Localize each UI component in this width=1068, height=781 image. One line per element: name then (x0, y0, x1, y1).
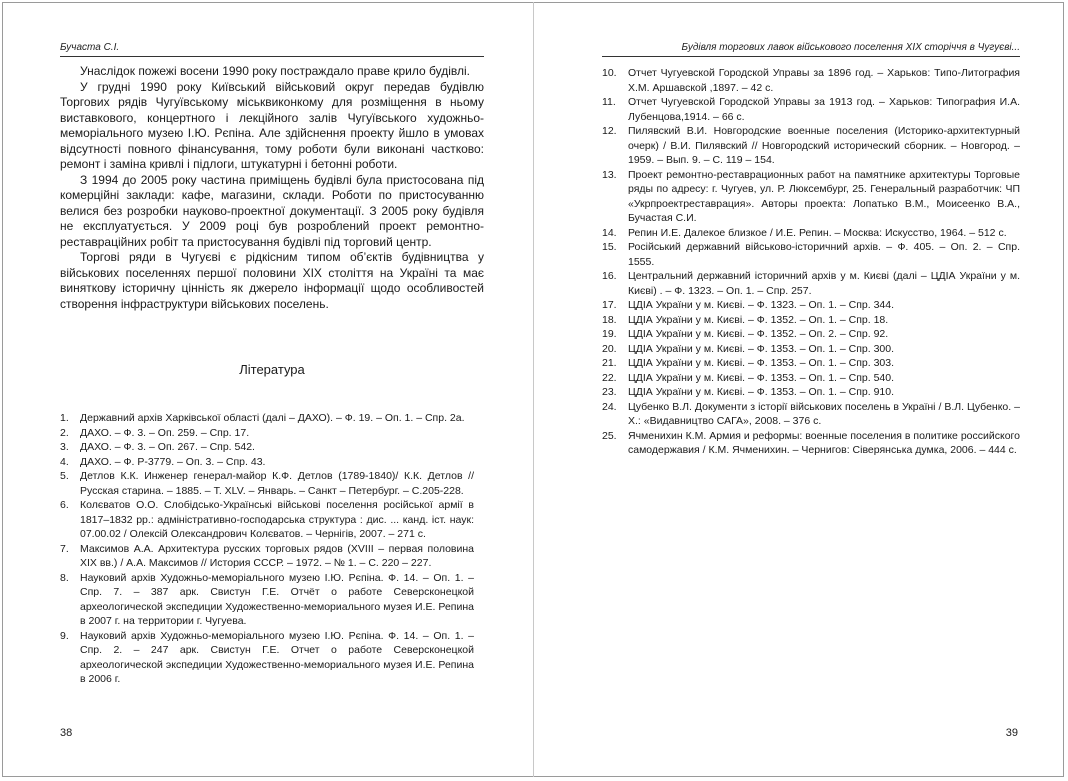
reference-item (60, 455, 474, 470)
reference-text: ЦДІА України у м. Києві. – Ф. 1353. – Оп. 1. – Спр. 540. (628, 371, 895, 384)
reference-text: Цубенко В.Л. Документи з історії військових поселень в Україні / В.Л. Цубенко. – Х.: «Видавництво САГА», 2008. – 376 с. (628, 400, 1020, 427)
reference-item (602, 66, 1020, 95)
reference-text: Проект ремонтно-реставрационных работ на памятнике архитектуры Торговые ряды по адресу: г. Чугуев, ул. Р. Люксембург, 25. Генеральный разработчик: ЧП «Укрпроектреставрация». Авторы проекта: Лопатько В.М., Моисеенко В.А., Бучастая С.И. (628, 168, 1020, 224)
reference-number: 17. (602, 299, 617, 311)
reference-text: Науковий архів Художньо-меморіального музею І.Ю. Рєпіна. Ф. 14. – Оп. 1. – Спр. 2. – 247 арк. Свистун Г.Е. Отчет о работе Северсконецкой археологической экспедиции Художественно-мемориального музея И.Е. Репина в 2006 г. (80, 629, 474, 685)
reference-number: 8. (60, 571, 69, 584)
reference-number: 18. (602, 313, 617, 326)
reference-text: Пилявский В.И. Новгородские военные поселения (Историко-архитектурный очерк) / В.И. Пилявский // Новгородский исторический сборник. – Новгород. – 1959. – Вып. 9. – С. 119 – 154. (628, 125, 1020, 166)
reference-item (602, 342, 1020, 357)
literature-heading: Література (239, 362, 305, 377)
reference-list (602, 66, 1020, 458)
reference-number: 20. (602, 342, 617, 355)
reference-text: ЦДІА України у м. Києві. – Ф. 1353. – Оп. 1. – Спр. 910. (628, 386, 895, 398)
reference-item (60, 498, 474, 542)
reference-number: 14. (602, 226, 617, 239)
reference-text: Державний архів Харківської області (далі – ДАХО). – Ф. 19. – Оп. 1. – Спр. 2а. (80, 412, 465, 424)
reference-item (60, 426, 474, 441)
reference-text: Центральний державний історичний архів у м. Києві (далі – ЦДІА України у м. Києві) . – Ф. 1323. – Оп. 1. – Спр. 257. (628, 270, 1020, 297)
reference-item (60, 571, 474, 629)
reference-number: 5. (60, 470, 69, 482)
header-rule (60, 56, 484, 57)
reference-number: 22. (602, 371, 617, 384)
reference-item (602, 168, 1020, 226)
reference-item (602, 371, 1020, 386)
reference-text: Репин И.Е. Далекое близкое / И.Е. Репин. – Москва: Искусство, 1964. – 512 с. (628, 226, 1007, 239)
reference-item (602, 385, 1020, 400)
reference-item (602, 313, 1020, 328)
reference-text: Отчет Чугуевской Городской Управы за 1913 год. – Харьков: Типография И.А. Лубенцова,1914. – 66 с. (628, 96, 1020, 123)
reference-item (602, 327, 1020, 342)
reference-item (602, 356, 1020, 371)
reference-text: ЦДІА України у м. Києві. – Ф. 1353. – Оп. 1. – Спр. 303. (628, 357, 895, 369)
reference-text: ДАХО. – Ф. 3. – Оп. 259. – Спр. 17. (80, 426, 250, 439)
reference-text: ДАХО. – Ф. 3. – Оп. 267. – Спр. 542. (80, 441, 255, 453)
reference-text: Детлов К.К. Инженер генерал-майор К.Ф. Детлов (1789-1840)/ К.К. Детлов // Русская старина. – 1885. – Т. XLV. – Январь. – Санкт – Петербург. – С.205-228. (80, 470, 474, 497)
reference-item (602, 269, 1020, 298)
reference-number: 23. (602, 386, 617, 398)
reference-number: 25. (602, 429, 617, 442)
reference-number: 3. (60, 441, 69, 453)
reference-item (602, 95, 1020, 124)
header-rule (602, 56, 1020, 57)
reference-item (60, 542, 474, 571)
running-head-author: Бучаста С.І. (60, 42, 120, 53)
right-page (534, 0, 1068, 781)
reference-item (60, 440, 474, 455)
reference-number: 10. (602, 67, 617, 79)
reference-number: 1. (60, 412, 69, 424)
reference-text: ЦДІА України у м. Києві. – Ф. 1323. – Оп. 1. – Спр. 344. (628, 299, 895, 311)
reference-number: 4. (60, 455, 69, 468)
running-head-title: Будівля торгових лавок військового поселення XIX сторіччя в Чугуєві... (681, 42, 1020, 53)
reference-item (602, 429, 1020, 458)
reference-text: ДАХО. – Ф. Р-3779. – Оп. 3. – Спр. 43. (80, 455, 266, 468)
page-number: 39 (1005, 727, 1018, 739)
reference-item (60, 469, 474, 498)
reference-number: 19. (602, 328, 617, 340)
paragraph: З 1994 до 2005 року частина приміщень будівлі була пристосована під комерційні заклади: кафе, магазини, склади. Роботи по пристосуванню велися без розробки науково-проектної документації. З 2005 року будівля не експлуатується. У 2009 році був розроблений проект ремонтно-реставраційних робіт та пристосування будівлі під торговий центр. (60, 172, 484, 249)
reference-number: 15. (602, 241, 617, 253)
reference-item (60, 629, 474, 687)
reference-text: Науковий архів Художньо-меморіального музею І.Ю. Рєпіна. Ф. 14. – Оп. 1. – Спр. 7. – 387 арк. Свистун Г.Е. Отчёт о работе Северсконецкой археологической экспедиции Художественно-мемориального музея И.Е. Репина в 2007 г. на территории г. Чугуева. (80, 571, 474, 627)
reference-number: 21. (602, 357, 617, 369)
page-number: 38 (60, 727, 73, 739)
reference-item (602, 240, 1020, 269)
reference-list (60, 411, 474, 687)
reference-text: ЦДІА України у м. Києві. – Ф. 1352. – Оп. 2. – Спр. 92. (628, 328, 889, 340)
reference-text: Отчет Чугуевской Городской Управы за 1896 год. – Харьков: Типо-Литография Х.М. Аршавской ,1897. – 42 с. (628, 67, 1020, 94)
paragraph: У грудні 1990 року Київський військовий округ передав будівлю Торгових рядів Чугуївському міськвиконкому для розміщення в ньому виставкового, концертного і лекційного залів Чугуївського художньо-меморіального музею І.Ю. Рєпіна. Але здійснення проекту йшло в умовах відсутності повного фінансування, тому роботи були виконані частково: ремонт і заміна кривлі і підлоги, штукатурні і бетонні роботи. (60, 79, 484, 171)
reference-number: 6. (60, 499, 69, 511)
reference-item (602, 226, 1020, 241)
reference-number: 13. (602, 168, 617, 181)
reference-item (60, 411, 474, 426)
reference-text: ЦДІА України у м. Києві. – Ф. 1353. – Оп. 1. – Спр. 300. (628, 342, 895, 355)
reference-number: 12. (602, 125, 617, 137)
reference-text: Ячменихин К.М. Армия и реформы: военные поселения в политике российского самодержавия / К.М. Ячменихин. – Чернигов: Сіверянська думка, 2006. – 444 с. (628, 429, 1020, 456)
reference-number: 2. (60, 426, 69, 439)
reference-item (602, 124, 1020, 168)
body-text (60, 64, 484, 312)
reference-number: 24. (602, 400, 617, 413)
reference-text: Колєватов О.О. Слобідсько-Українські військові поселення російської армії в 1817–1832 рр.: адміністративно-господарська структура : дис. ... канд. іст. наук: 07.00.02 / Олексій Олександрович Колєватов. – Чернігів, 2007. – 271 с. (80, 499, 474, 540)
reference-number: 16. (602, 270, 617, 282)
reference-number: 11. (602, 96, 616, 108)
reference-text: ЦДІА України у м. Києві. – Ф. 1352. – Оп. 1. – Спр. 18. (628, 313, 889, 326)
reference-text: Максимов А.А. Архитектура русских торговых рядов (XVIII – первая половина XIX вв.) / А.А. Максимов // История СССР. – 1972. – № 1. – С. 220 – 227. (80, 542, 474, 569)
reference-text: Російський державний військово-історичний архів. – Ф. 405. – Оп. 2. – Спр. 1555. (628, 241, 1020, 268)
reference-item (602, 400, 1020, 429)
reference-number: 9. (60, 629, 69, 642)
paragraph: Унаслідок пожежі восени 1990 року постраждало праве крило будівлі. (80, 64, 470, 78)
reference-number: 7. (60, 542, 69, 555)
paragraph: Торгові ряди в Чугуєві є рідкісним типом об’єктів будівництва у військових поселеннях першої половини XIX століття на Україні та має виняткову історичну цінність як джерело інформації щодо особливостей створення інфраструктури військових поселень. (60, 250, 484, 311)
reference-item (602, 298, 1020, 313)
